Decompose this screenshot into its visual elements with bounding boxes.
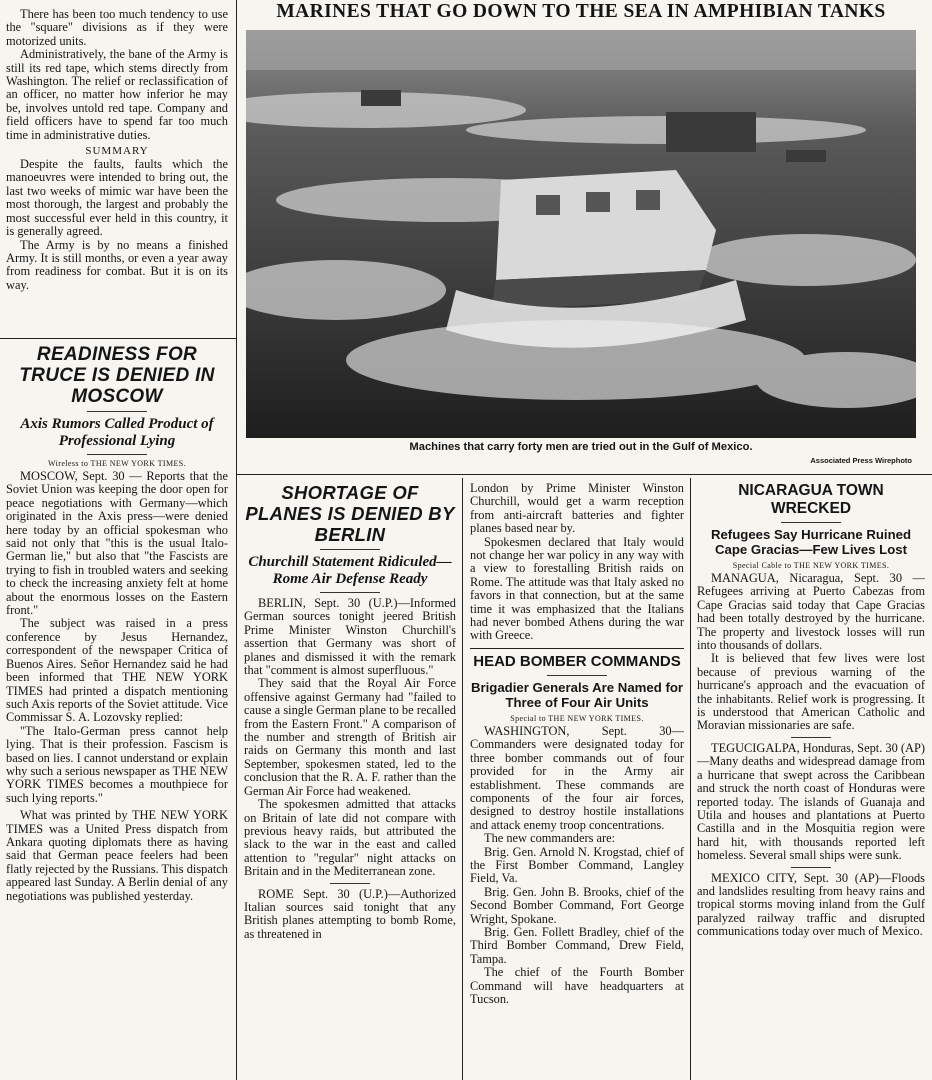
divider — [791, 867, 831, 868]
section-rule-photo — [236, 474, 932, 475]
nicaragua-article — [697, 482, 925, 1080]
column-rule-1 — [236, 0, 237, 1080]
summary-heading: SUMMARY — [85, 145, 149, 158]
column-rule-2 — [462, 478, 463, 1080]
paragraph: "The Italo-German press cannot help lying. That is their profession. Fascism is based on lies. I cannot understand or explain why such a serious newspaper as THE NEW YORK TIMES becomes a mouthpiece for such lying reports." — [6, 723, 228, 805]
center-column — [470, 482, 684, 1080]
paragraph: TEGUCIGALPA, Honduras, Sept. 30 (AP)—Many deaths and widespread damage from a hurricane that swept across the Caribbean and struck the north coast of Honduras were reported today. The islands of Guanaja and Utila and houses and plantations at Puerto Castilla and in the Mosquitia region were hard hit, with thousands reported left homeless. Several small ships were sunk. — [697, 740, 925, 863]
moscow-headline: READINESS FOR TRUCE IS DENIED IN MOSCOW — [19, 344, 215, 407]
paragraph: What was printed by THE NEW YORK TIMES was a United Press dispatch from Ankara quoting diplomats there as having said that German peace feelers had been flatly rejected by the Russians. This dispatch appeared last Sunday. A Berlin denial of any negotiations was published yesterday. — [6, 808, 228, 903]
photo-agency: Associated Press Wirephoto — [810, 456, 912, 465]
divider — [320, 592, 380, 593]
bomber-headline: HEAD BOMBER COMMANDS — [473, 652, 681, 670]
paragraph: MOSCOW, Sept. 30 — Reports that the Soviet Union was keeping the door open for peace negotiations with Germany—which originated in the Axis press—were denied here today by an official spokesman who said not only that "this is the usual Italo-German lie," but also that "the Fascists are trying to fish in troubled waters and seeking to check the increasing anxiety felt at home about the enormous losses on the Eastern front." — [6, 469, 228, 618]
photo-title: MARINES THAT GO DOWN TO THE SEA IN AMPHIBIAN TANKS — [276, 1, 886, 22]
paragraph: MANAGUA, Nicaragua, Sept. 30 —Refugees arriving at Puerto Cabezas from Cape Gracias said today that Cape Gracias had been totally destroyed by the hurricane. The property and livestock losses will run into thousands of dollars. — [697, 571, 925, 653]
paragraph: There has been too much tendency to use the "square" divisions as if they were motorized units. — [6, 8, 228, 48]
column-rule-3 — [690, 478, 691, 1080]
photo-caption: Machines that carry forty men are tried out in the Gulf of Mexico. — [409, 441, 753, 453]
paragraph: ROME Sept. 30 (U.P.)—Authorized Italian sources said tonight that any British planes attempting to bomb Rome, as threatened in — [244, 886, 456, 941]
paragraph: London by Prime Minister Winston Churchill, would get a warm reception from anti-aircraft batteries and fighter planes based near by. — [470, 482, 684, 536]
divider — [87, 411, 147, 412]
paragraph: The subject was raised in a press conference by Jesus Hernandez, correspondent of the newspaper Critica of Buenos Aires. Señor Hernandez said he had been informed that THE NEW YORK TIMES had printed a dispatch mentioning such Axis reports of the Soviet attitude. Vice Commissar S. A. Lozovsky replied: — [6, 616, 228, 725]
photo-illustration — [246, 30, 916, 438]
moscow-subhead: Axis Rumors Called Product of Professional Lying — [20, 416, 214, 449]
nicaragua-credit: Special Cable to THE NEW YORK TIMES. — [732, 561, 890, 570]
paragraph: Administratively, the bane of the Army is still its red tape, which stems directly from Washington. The relief or reclassification of an officer, no matter how inferior he may be, involves untold red tape. Company and field officers have to spend far too much time in administrative duties. — [6, 47, 228, 142]
divider — [791, 737, 831, 738]
paragraph: Brig. Gen. John B. Brooks, chief of the Second Bomber Command, Fort George Wright, Spokane. — [470, 884, 684, 926]
divider — [320, 549, 380, 550]
berlin-headline: SHORTAGE OF PLANES IS DENIED BY BERLIN — [245, 482, 455, 545]
paragraph: Despite the faults, faults which the manoeuvres were intended to bring out, the last two weeks of mimic war have been the most thorough, the largest and probably the most successful ever held in this country, it is generally agreed. — [6, 157, 228, 239]
divider — [87, 454, 147, 455]
paragraph: The chief of the Fourth Bomber Command will have headquarters at Tucson. — [470, 965, 684, 1006]
paragraph: It is believed that few lives were lost because of previous warning of the hurricane's approach and the evacuation of the inhabitants. Relief work is progressing. It is understood that American Catholic and Moravian missionaries are safe. — [697, 651, 925, 733]
nicaragua-headline: NICARAGUA TOWN WRECKED — [738, 482, 884, 517]
paragraph: MEXICO CITY, Sept. 30 (AP)—Floods and landslides resulting from heavy rains and tropical storms moving inland from the Gulf paralyzed railway traffic and disrupted communications today over much of Mexico. — [697, 870, 925, 939]
moscow-credit: Wireless to THE NEW YORK TIMES. — [48, 459, 186, 468]
divider — [547, 675, 607, 676]
nicaragua-subhead: Refugees Say Hurricane Ruined Cape Gracias—Few Lives Lost — [710, 527, 912, 557]
paragraph: The Army is by no means a finished Army. It is still months, or even a year away from readiness for combat. But it is on its way. — [6, 237, 228, 292]
divider — [330, 883, 370, 884]
paragraph: WASHINGTON, Sept. 30—Commanders were designated today for three bomber commands out of four provided for in the Army air establishment. These commands are components of the four air forces, designed to destroy hostile installations and attack enemy troop concentrations. — [470, 723, 684, 832]
divider — [781, 522, 841, 523]
divider — [470, 648, 684, 649]
paragraph: BERLIN, Sept. 30 (U.P.)—Informed German sources tonight jeered British Prime Minister Winston Churchill's assertion that Germany was short of planes and dismissed it with the remark that "comment is almost superfluous." — [244, 596, 456, 678]
left-top-article — [6, 8, 228, 336]
bomber-subhead: Brigadier Generals Are Named for Three of Four Air Units — [470, 679, 684, 710]
bomber-credit: Special to THE NEW YORK TIMES. — [510, 713, 644, 723]
paragraph: Brig. Gen. Arnold N. Krogstad, chief of the First Bomber Command, Langley Field, Va. — [470, 844, 684, 886]
amphibian-tank-photo — [246, 30, 916, 438]
paragraph: They said that the Royal Air Force offensive against Germany had "failed to cause a single German plane to be recalled from the Eastern Front." A comparison of the number and strength of British air raids on Germany this month and last September, spokesmen stated, led to the conclusion that the R. A. F. rather than the German Air Force had weakened. — [244, 676, 456, 798]
paragraph: Spokesmen declared that Italy would not change her war policy in any way with a view to forestalling British raids on Rome. The attitude was that Italy asked no favors in that connection, but at the same time it was emphasized that the Italians had never bombed Athens during the war with Greece. — [470, 534, 684, 643]
moscow-article — [6, 344, 228, 1074]
paragraph: The new commanders are: — [484, 831, 616, 846]
paragraph: The spokesmen admitted that attacks on Britain of late did not compare with previous heavy raids, but attributed the slack to the war in the east and called attention to "regular" night attacks on Britain and in the Mediterranean zone. — [244, 797, 456, 879]
section-rule-left — [0, 338, 236, 339]
berlin-article — [244, 482, 456, 1080]
paragraph: Brig. Gen. Follett Bradley, chief of the Third Bomber Command, Drew Field, Tampa. — [470, 924, 684, 966]
berlin-subhead: Churchill Statement Ridiculed— Rome Air Defense Ready — [248, 554, 452, 587]
